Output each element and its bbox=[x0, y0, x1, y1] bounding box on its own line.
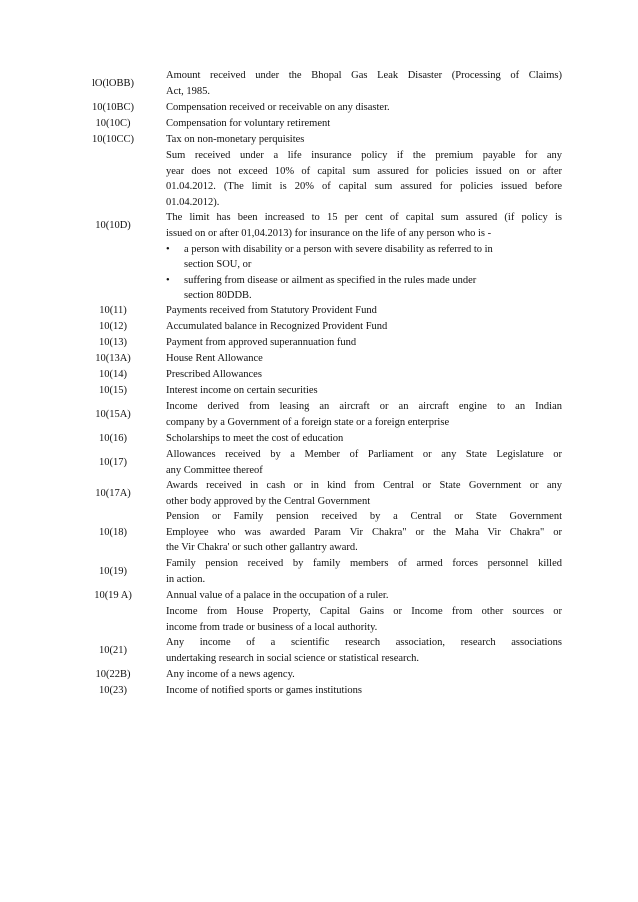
section-number: 10(19 A) bbox=[94, 590, 132, 601]
section-description: Tax on non-monetary perquisites bbox=[166, 134, 305, 145]
bullet-item: • suffering from disease or ailment as specified in the rules made under section 80DDB. bbox=[166, 274, 477, 302]
section-description: Compensation received or receivable on any disaster. bbox=[166, 102, 390, 113]
section-description: Interest income on certain securities bbox=[166, 385, 318, 396]
section-number: 10(15A) bbox=[95, 409, 131, 420]
section-number: 10(14) bbox=[99, 369, 127, 380]
section-description: Annual value of a palace in the occupation of a ruler. bbox=[166, 590, 389, 601]
section-number: 10(10D) bbox=[95, 220, 131, 231]
section-number: 10(19) bbox=[99, 566, 127, 577]
bullet-icon: • bbox=[166, 243, 170, 255]
section-description: Pension or Family pension received by a Central or State Government Employee who was awarded Param Vir Chakra" or the Maha Vir Chakra" or the Vir Chakra' or such other gallantry award. bbox=[166, 511, 562, 554]
section-description: House Rent Allowance bbox=[166, 353, 263, 364]
section-description: Sum received under a life insurance policy if the premium payable for any year does not exceed 10% of capital sum assured for policies issued on or after 01.04.2012. (The limit is 20% of capital sum assured for policies issued before 01.04.2012). The limit has been increased to 15 per cent of capital sum assured (if policy is issued on or after 01,04.2013) for insurance on the life of any person who is - • a person with disability or a person with severe disability as referred to in section SOU, or • suffering from disease or ailment as specified in the rules made under section 80DDB. bbox=[166, 148, 562, 304]
section-description: Accumulated balance in Recognized Provident Fund bbox=[166, 321, 388, 332]
section-number: 10(16) bbox=[99, 433, 127, 444]
bullet-icon: • bbox=[166, 274, 170, 286]
section-number: 10(13A) bbox=[95, 353, 131, 364]
section-number: 10(13) bbox=[99, 337, 127, 348]
section-description: Any income of a news agency. bbox=[166, 669, 295, 680]
section-number: 10(22B) bbox=[95, 669, 131, 680]
section-description: Income from House Property, Capital Gains or Income from other sources or income from trade or business of a local authority. Any income of a scientific research association, research associations undertaking research in social science or statistical research. bbox=[166, 606, 562, 664]
section-description: Amount received under the Bhopal Gas Leak Disaster (Processing of Claims) Act, 1985. bbox=[166, 70, 562, 97]
section-description: Compensation for voluntary retirement bbox=[166, 118, 331, 129]
section-number: 10(10BC) bbox=[92, 102, 134, 113]
section-description: Prescribed Allowances bbox=[166, 369, 262, 380]
bullet-item: • a person with disability or a person with severe disability as referred to in section SOU, or bbox=[166, 243, 493, 271]
section-description: Awards received in cash or in kind from Central or State Government or any other body approved by the Central Government bbox=[166, 480, 562, 507]
section-number: 10(15) bbox=[99, 385, 127, 396]
section-number: 10(10C) bbox=[95, 118, 131, 129]
section-number: 10(17) bbox=[99, 457, 127, 468]
section-number: lO(lOBB) bbox=[92, 78, 134, 89]
section-number: 10(23) bbox=[99, 685, 127, 696]
section-description: Scholarships to meet the cost of education bbox=[166, 433, 344, 444]
section-number: 10(12) bbox=[99, 321, 127, 332]
section-description: Family pension received by family members of armed forces personnel killed in action. bbox=[166, 558, 562, 585]
section-description: Income derived from leasing an aircraft or an aircraft engine to an Indian company by a Government of a foreign state or a foreign enterprise bbox=[166, 401, 562, 428]
section-number: 10(10CC) bbox=[92, 134, 134, 145]
section-number: 10(11) bbox=[99, 305, 127, 316]
section-description: Allowances received by a Member of Parliament or any State Legislature or any Committee thereof bbox=[166, 449, 562, 476]
section-number: 10(21) bbox=[99, 645, 127, 656]
section-description: Income of notified sports or games institutions bbox=[166, 685, 362, 696]
section-description: Payment from approved superannuation fund bbox=[166, 337, 357, 348]
section-number: 10(17A) bbox=[95, 488, 131, 499]
section-description: Payments received from Statutory Provident Fund bbox=[166, 305, 377, 316]
section-number: 10(18) bbox=[99, 527, 127, 538]
